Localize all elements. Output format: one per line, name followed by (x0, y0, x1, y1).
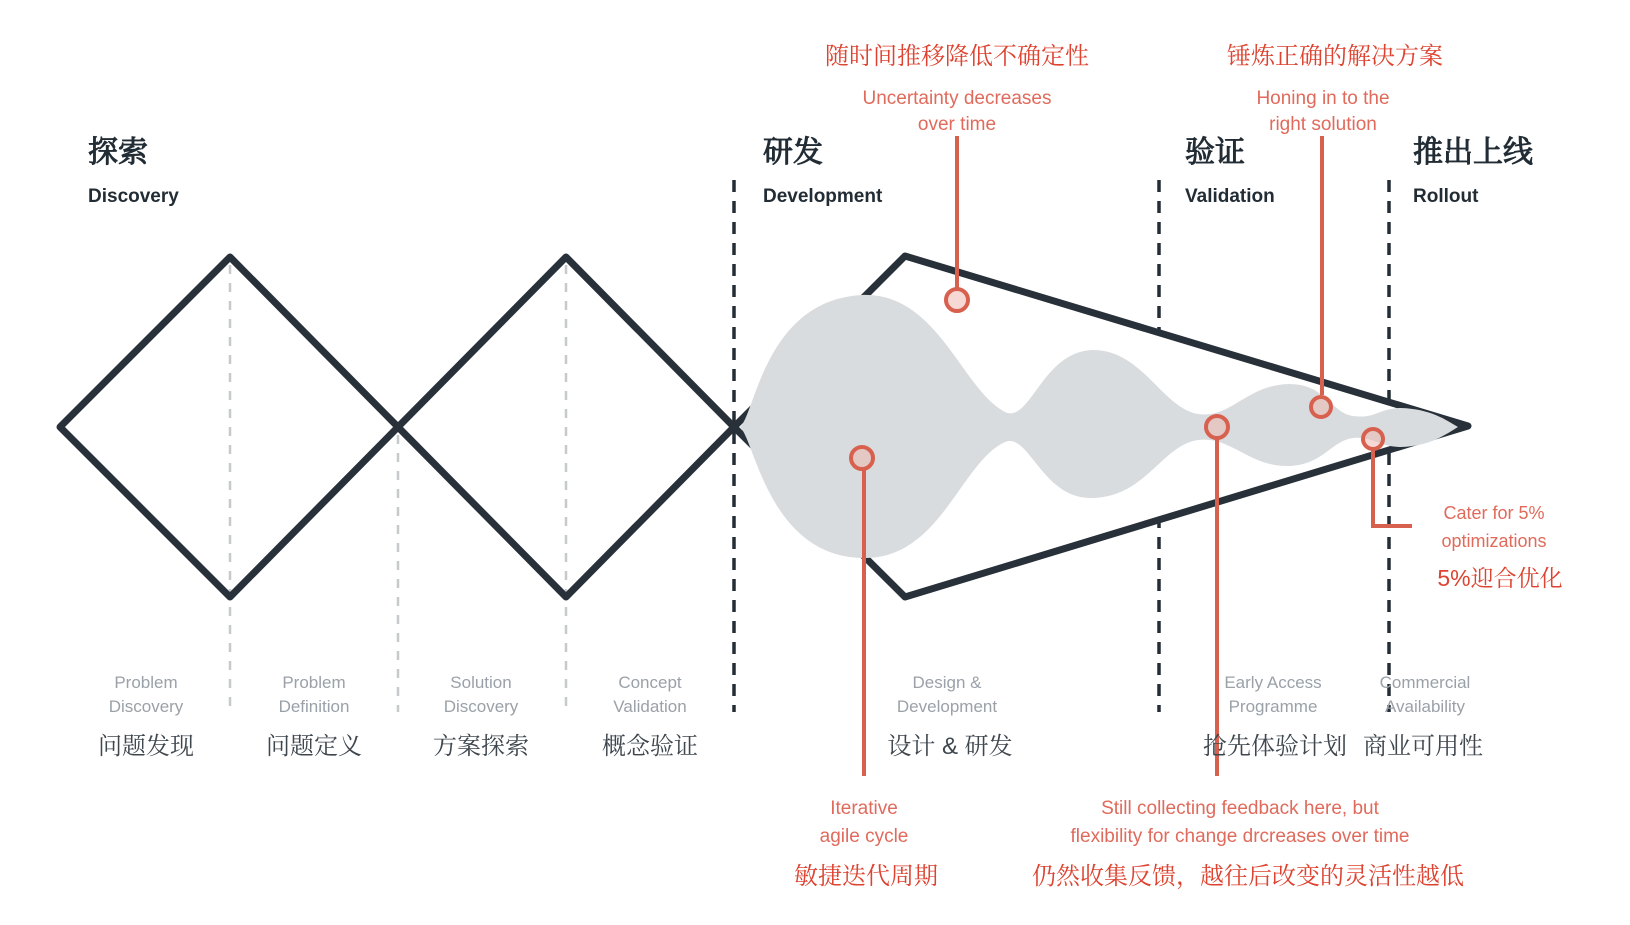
annotation-honing-zh: 锤炼正确的解决方案 (1227, 43, 1443, 70)
marker-circle-iterative (851, 447, 873, 469)
stage-early-access-en2: Programme (1228, 697, 1318, 716)
stage-problem-definition-zh: 问题定义 (266, 733, 362, 760)
phase-discovery-zh: 探索 (88, 136, 148, 169)
leader-line-cater (1373, 450, 1412, 526)
marker-circle-honing (1311, 397, 1331, 417)
phase-discovery-en: Discovery (88, 186, 179, 207)
stage-problem-definition-en2: Definition (278, 697, 350, 716)
phase-rollout-zh: 推出上线 (1413, 136, 1533, 169)
stage-commercial-zh: 商业可用性 (1363, 733, 1483, 760)
annotation-iterative-en2: agile cycle (819, 826, 909, 847)
stage-problem-definition-en1: Problem (282, 673, 346, 692)
stage-commercial-en1: Commercial (1379, 673, 1471, 692)
stage-concept-validation-en2: Validation (613, 697, 687, 716)
phase-development-en: Development (763, 186, 883, 207)
stage-design-development-en1: Design & (912, 673, 982, 692)
stage-solution-discovery-zh: 方案探索 (433, 733, 529, 760)
phase-validation-zh: 验证 (1185, 136, 1245, 169)
annotation-cater-en1: Cater for 5% (1443, 503, 1545, 523)
annotation-iterative-zh: 敏捷迭代周期 (794, 863, 938, 890)
annotation-honing-en2: right solution (1269, 114, 1377, 135)
stage-design-development-en2: Development (896, 697, 998, 716)
stage-concept-validation-en1: Concept (618, 673, 682, 692)
annotation-cater-en2: optimizations (1441, 531, 1547, 551)
stage-design-development-zh: 设计 & 研发 (887, 733, 1013, 760)
marker-circle-cater (1363, 429, 1383, 449)
annotation-feedback-zh: 仍然收集反馈，越往后改变的灵活性越低 (1032, 863, 1464, 890)
stage-problem-discovery-zh: 问题发现 (98, 733, 194, 760)
stage-commercial-en2: Availability (1384, 697, 1466, 716)
stage-problem-discovery-en2: Discovery (108, 697, 184, 716)
marker-circle-feedback (1206, 416, 1228, 438)
annotation-feedback-en1: Still collecting feedback here, but (1101, 798, 1379, 819)
annotation-uncertainty-en1: Uncertainty decreases (862, 88, 1052, 109)
marker-circle-uncertainty (946, 289, 968, 311)
annotation-uncertainty-zh: 随时间推移降低不确定性 (825, 43, 1089, 70)
stage-problem-discovery-en1: Problem (114, 673, 178, 692)
stage-early-access-en1: Early Access (1224, 673, 1322, 692)
annotation-feedback-en2: flexibility for change drcreases over time (1070, 826, 1410, 847)
phase-development-zh: 研发 (763, 136, 823, 169)
phase-validation-en: Validation (1185, 186, 1275, 207)
annotation-honing-en1: Honing in to the (1256, 88, 1390, 109)
stage-early-access-zh: 抢先体验计划 (1203, 733, 1347, 760)
stage-concept-validation-zh: 概念验证 (602, 733, 698, 760)
stage-solution-discovery-en2: Discovery (443, 697, 519, 716)
stage-solution-discovery-en1: Solution (450, 673, 512, 692)
annotation-iterative-en1: Iterative (830, 798, 898, 819)
phase-rollout-en: Rollout (1413, 186, 1479, 207)
annotation-uncertainty-en2: over time (917, 114, 997, 135)
annotation-cater-zh: 5%迎合优化 (1437, 565, 1563, 591)
